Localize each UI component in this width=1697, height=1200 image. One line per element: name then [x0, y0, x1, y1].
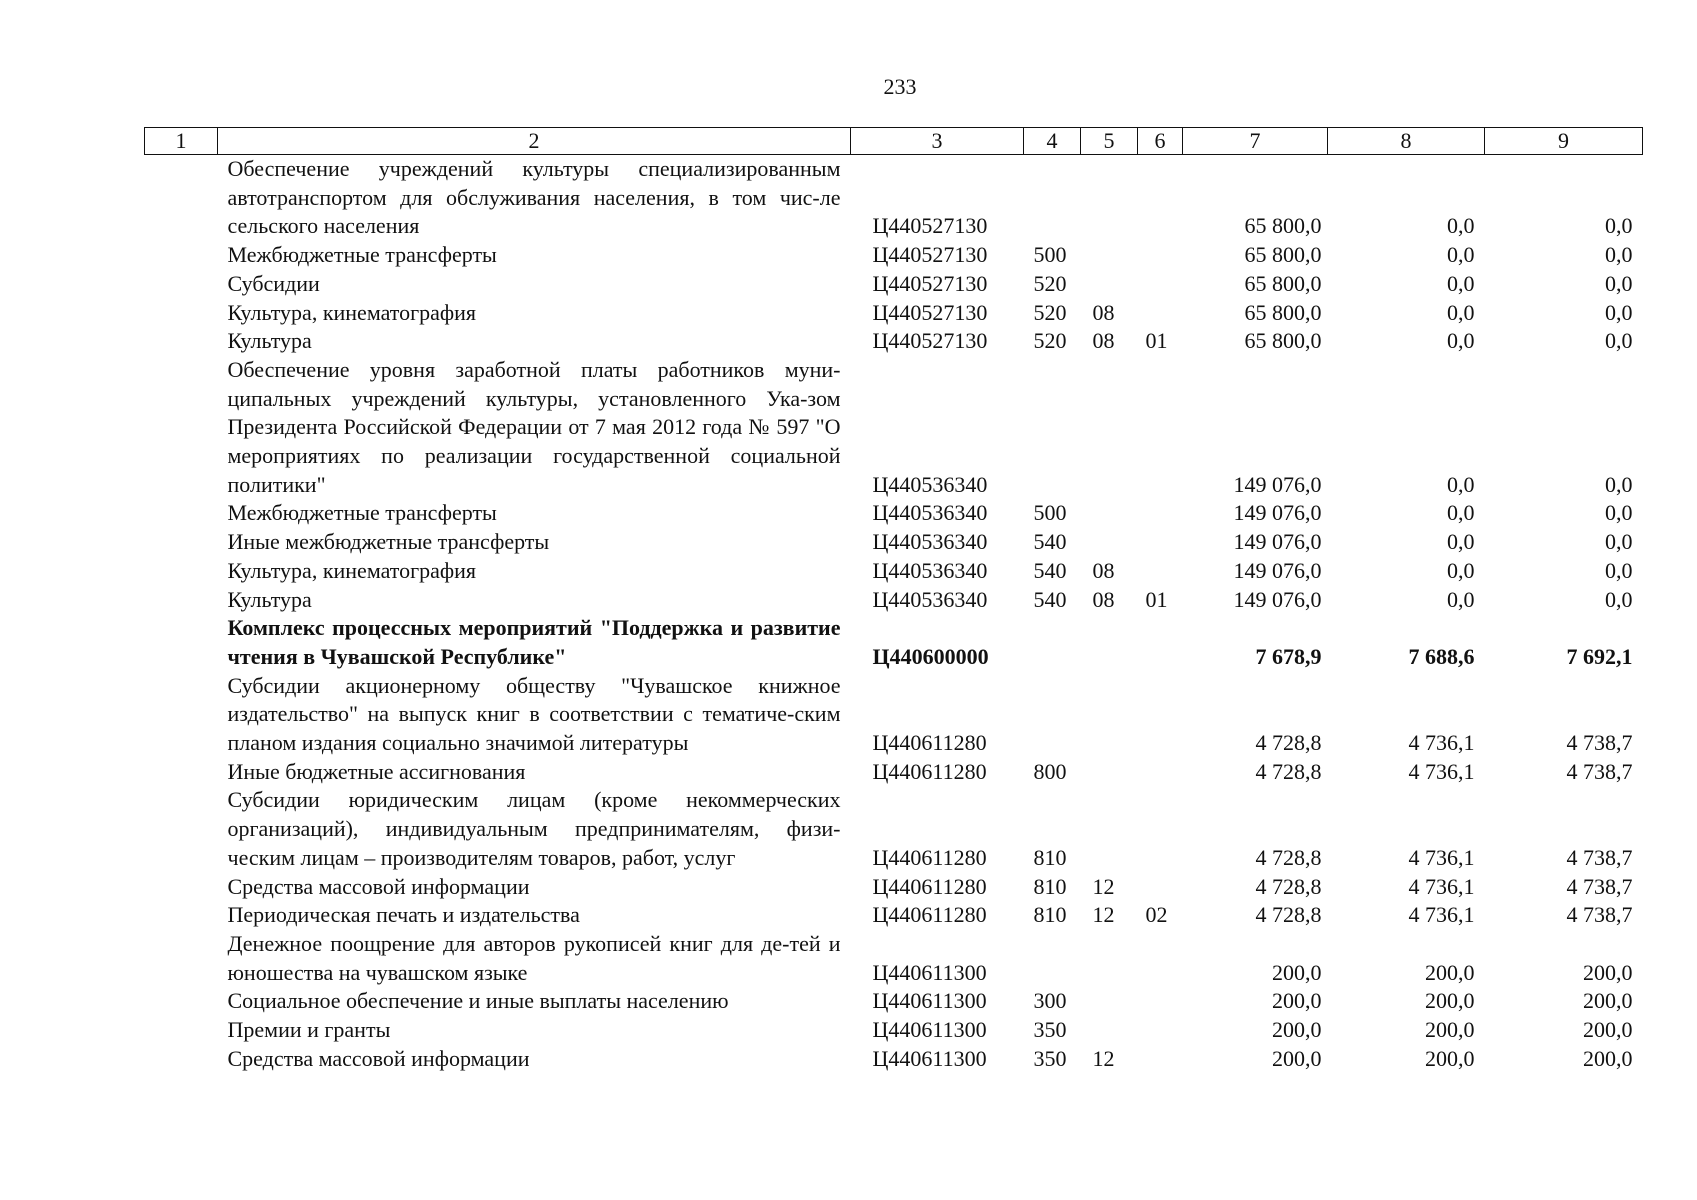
cell-expense-group: 520 — [1033, 328, 1067, 354]
cell-amount-col-8: 0,0 — [1447, 328, 1475, 354]
cell-section: 08 — [1092, 557, 1115, 583]
cell-section: 12 — [1092, 1045, 1115, 1071]
cell-subsection — [1138, 270, 1183, 299]
header-col-8: 8 — [1328, 128, 1485, 155]
table-row — [145, 241, 1643, 270]
cell-col-1 — [145, 672, 218, 758]
cell-subsection: 02 — [1145, 902, 1168, 928]
header-col-4: 4 — [1024, 128, 1081, 155]
cell-amount-col-8: 200,0 — [1425, 959, 1475, 985]
cell-description: Иные бюджетные ассигнования — [227, 758, 526, 784]
cell-target-code: Ц440611300 — [872, 1045, 987, 1071]
header-col-1: 1 — [145, 128, 218, 155]
cell-target-code: Ц440536340 — [872, 529, 988, 555]
cell-amount-col-7: 4 728,8 — [1255, 902, 1322, 928]
cell-amount-col-9: 0,0 — [1605, 557, 1633, 583]
cell-amount-col-8: 4 736,1 — [1408, 730, 1475, 756]
table-row — [145, 557, 1643, 586]
cell-section: 12 — [1092, 873, 1115, 899]
cell-col-1 — [145, 786, 218, 872]
table-row — [145, 901, 1643, 930]
cell-subsection — [1138, 356, 1183, 500]
cell-amount-col-9: 4 738,7 — [1566, 758, 1633, 784]
cell-section — [1081, 786, 1138, 872]
cell-subsection — [1138, 499, 1183, 528]
cell-target-code: Ц440611280 — [872, 873, 987, 899]
cell-amount-col-9: 0,0 — [1605, 529, 1633, 555]
page-number: 233 — [883, 74, 917, 99]
header-row — [145, 128, 1643, 155]
cell-target-code: Ц440611300 — [872, 1017, 987, 1043]
cell-section — [1081, 930, 1138, 987]
cell-target-code: Ц440536340 — [872, 557, 988, 583]
cell-description: Межбюджетные трансферты — [227, 500, 497, 526]
cell-expense-group: 520 — [1033, 270, 1067, 296]
cell-col-1 — [145, 1045, 218, 1074]
cell-col-1 — [145, 987, 218, 1016]
cell-subsection — [1138, 241, 1183, 270]
table-row — [145, 672, 1643, 758]
cell-amount-col-8: 200,0 — [1425, 988, 1475, 1014]
cell-target-code: Ц440536340 — [872, 586, 988, 612]
cell-amount-col-7: 149 076,0 — [1233, 586, 1322, 612]
cell-amount-col-7: 65 800,0 — [1244, 213, 1322, 239]
table-row — [145, 614, 1643, 671]
cell-expense-group: 500 — [1033, 242, 1067, 268]
cell-amount-col-8: 0,0 — [1447, 500, 1475, 526]
cell-expense-group: 540 — [1033, 586, 1067, 612]
cell-target-code: Ц440611280 — [872, 902, 987, 928]
header-col-6: 6 — [1138, 128, 1183, 155]
cell-amount-col-7: 65 800,0 — [1244, 328, 1322, 354]
cell-amount-col-9: 4 738,7 — [1566, 844, 1633, 870]
cell-col-1 — [145, 614, 218, 671]
table-row — [145, 356, 1643, 500]
cell-subsection — [1138, 930, 1183, 987]
table-row — [145, 758, 1643, 787]
cell-amount-col-8: 0,0 — [1447, 213, 1475, 239]
cell-section: 08 — [1092, 299, 1115, 325]
cell-amount-col-7: 149 076,0 — [1233, 557, 1322, 583]
cell-description: Денежное поощрение для авторов рукописей книг для де-тей и юношества на чувашском языке — [227, 930, 841, 985]
cell-amount-col-9: 200,0 — [1583, 1017, 1633, 1043]
cell-section — [1081, 241, 1138, 270]
cell-target-code: Ц440600000 — [872, 643, 989, 669]
cell-section: 08 — [1092, 586, 1115, 612]
cell-subsection: 01 — [1145, 586, 1168, 612]
cell-col-1 — [145, 356, 218, 500]
cell-description: Культура — [227, 586, 312, 612]
cell-amount-col-8: 7 688,6 — [1408, 643, 1475, 669]
cell-amount-col-9: 0,0 — [1605, 270, 1633, 296]
cell-expense-group — [1024, 930, 1081, 987]
header-col-5: 5 — [1081, 128, 1138, 155]
cell-amount-col-9: 0,0 — [1605, 299, 1633, 325]
cell-target-code: Ц440611300 — [872, 959, 987, 985]
cell-expense-group: 350 — [1033, 1045, 1067, 1071]
cell-amount-col-8: 0,0 — [1447, 586, 1475, 612]
cell-amount-col-8: 0,0 — [1447, 557, 1475, 583]
table-header — [145, 128, 1643, 155]
cell-subsection — [1138, 873, 1183, 902]
cell-col-1 — [145, 930, 218, 987]
cell-col-1 — [145, 528, 218, 557]
cell-subsection — [1138, 758, 1183, 787]
cell-section: 12 — [1092, 902, 1115, 928]
cell-subsection — [1138, 299, 1183, 328]
cell-amount-col-8: 4 736,1 — [1408, 758, 1475, 784]
cell-target-code: Ц440527130 — [872, 270, 988, 296]
cell-amount-col-9: 0,0 — [1605, 471, 1633, 497]
budget-table — [144, 127, 1643, 1074]
cell-col-1 — [145, 557, 218, 586]
cell-amount-col-9: 0,0 — [1605, 213, 1633, 239]
cell-subsection — [1138, 786, 1183, 872]
cell-description: Культура, кинематография — [227, 557, 477, 583]
cell-amount-col-7: 65 800,0 — [1244, 299, 1322, 325]
cell-col-1 — [145, 327, 218, 356]
cell-amount-col-7: 7 678,9 — [1255, 643, 1322, 669]
cell-amount-col-8: 0,0 — [1447, 471, 1475, 497]
cell-expense-group: 350 — [1033, 1017, 1067, 1043]
table-row — [145, 987, 1643, 1016]
cell-description: Культура, кинематография — [227, 299, 477, 325]
cell-amount-col-7: 4 728,8 — [1255, 758, 1322, 784]
cell-subsection — [1138, 672, 1183, 758]
cell-target-code: Ц440527130 — [872, 242, 988, 268]
cell-description: Субсидии акционерному обществу "Чувашское книжное издательство" на выпуск книг в соответствии с тематиче-ским планом издания социально значимой литературы — [227, 672, 841, 756]
cell-amount-col-8: 0,0 — [1447, 529, 1475, 555]
cell-amount-col-9: 0,0 — [1605, 328, 1633, 354]
cell-amount-col-8: 4 736,1 — [1408, 873, 1475, 899]
cell-col-1 — [145, 155, 218, 242]
cell-amount-col-9: 0,0 — [1605, 500, 1633, 526]
cell-section — [1081, 987, 1138, 1016]
cell-amount-col-7: 149 076,0 — [1233, 500, 1322, 526]
cell-target-code: Ц440536340 — [872, 500, 988, 526]
cell-section — [1081, 614, 1138, 671]
table-row — [145, 299, 1643, 328]
cell-description: Субсидии юридическим лицам (кроме некоммерческих организаций), индивидуальным предпринимателям, физи-ческим лицам – производителям товаров, работ, услуг — [227, 787, 841, 870]
cell-description: Средства массовой информации — [227, 1045, 530, 1071]
cell-expense-group: 810 — [1033, 873, 1067, 899]
cell-amount-col-7: 200,0 — [1272, 988, 1322, 1014]
cell-expense-group: 300 — [1033, 988, 1067, 1014]
cell-col-1 — [145, 299, 218, 328]
cell-amount-col-7: 4 728,8 — [1255, 844, 1322, 870]
cell-description: Средства массовой информации — [227, 873, 530, 899]
table-row — [145, 499, 1643, 528]
cell-expense-group — [1024, 356, 1081, 500]
cell-amount-col-7: 149 076,0 — [1233, 471, 1322, 497]
cell-description: Социальное обеспечение и иные выплаты населению — [227, 988, 729, 1014]
cell-subsection: 01 — [1145, 328, 1168, 354]
cell-amount-col-9: 4 738,7 — [1566, 730, 1633, 756]
cell-target-code: Ц440527130 — [872, 328, 988, 354]
table-row — [145, 528, 1643, 557]
cell-target-code: Ц440611280 — [872, 730, 987, 756]
cell-description: Периодическая печать и издательства — [227, 902, 580, 928]
cell-amount-col-9: 200,0 — [1583, 959, 1633, 985]
cell-amount-col-7: 200,0 — [1272, 1017, 1322, 1043]
cell-amount-col-8: 200,0 — [1425, 1045, 1475, 1071]
cell-description: Премии и гранты — [227, 1017, 391, 1043]
cell-expense-group — [1024, 672, 1081, 758]
cell-amount-col-9: 4 738,7 — [1566, 873, 1633, 899]
cell-target-code: Ц440611280 — [872, 844, 987, 870]
cell-amount-col-7: 200,0 — [1272, 959, 1322, 985]
cell-section — [1081, 499, 1138, 528]
cell-col-1 — [145, 873, 218, 902]
cell-target-code: Ц440611280 — [872, 758, 987, 784]
cell-target-code: Ц440527130 — [872, 299, 988, 325]
cell-amount-col-9: 0,0 — [1605, 586, 1633, 612]
cell-amount-col-9: 200,0 — [1583, 988, 1633, 1014]
header-col-3: 3 — [851, 128, 1024, 155]
cell-amount-col-8: 0,0 — [1447, 270, 1475, 296]
cell-expense-group — [1024, 155, 1081, 242]
cell-description: Иные межбюджетные трансферты — [227, 529, 550, 555]
table-row — [145, 155, 1643, 242]
cell-description: Субсидии — [227, 270, 320, 296]
cell-subsection — [1138, 557, 1183, 586]
cell-description: Межбюджетные трансферты — [227, 242, 497, 268]
cell-description: Комплекс процессных мероприятий "Поддержка и развитие чтения в Чувашской Республике" — [227, 615, 841, 669]
cell-section: 08 — [1092, 328, 1115, 354]
cell-description: Культура — [227, 328, 312, 354]
cell-section — [1081, 356, 1138, 500]
cell-col-1 — [145, 241, 218, 270]
cell-expense-group — [1024, 614, 1081, 671]
cell-expense-group: 810 — [1033, 902, 1067, 928]
cell-amount-col-9: 200,0 — [1583, 1045, 1633, 1071]
cell-section — [1081, 528, 1138, 557]
table-row — [145, 1016, 1643, 1045]
cell-col-1 — [145, 901, 218, 930]
cell-expense-group: 540 — [1033, 557, 1067, 583]
cell-col-1 — [145, 499, 218, 528]
cell-amount-col-7: 4 728,8 — [1255, 873, 1322, 899]
cell-amount-col-8: 0,0 — [1447, 299, 1475, 325]
cell-target-code: Ц440611300 — [872, 988, 987, 1014]
header-col-2: 2 — [218, 128, 851, 155]
cell-amount-col-7: 200,0 — [1272, 1045, 1322, 1071]
table-row — [145, 873, 1643, 902]
table-row — [145, 1045, 1643, 1074]
cell-amount-col-8: 4 736,1 — [1408, 902, 1475, 928]
cell-amount-col-8: 4 736,1 — [1408, 844, 1475, 870]
cell-section — [1081, 672, 1138, 758]
header-col-9: 9 — [1485, 128, 1643, 155]
cell-description: Обеспечение уровня заработной платы работников муни-ципальных учреждений культуры, установленного Ука-зом Президента Российской Федерации от 7 мая 2012 года № 597 "О мероприятиях по реализации государственной социальной политики" — [227, 356, 841, 497]
cell-col-1 — [145, 1016, 218, 1045]
table-row — [145, 586, 1643, 615]
cell-section — [1081, 1016, 1138, 1045]
cell-description: Обеспечение учреждений культуры специализированным автотранспортом для обслуживания населения, в том чис-ле сельского населения — [227, 156, 841, 239]
cell-section — [1081, 758, 1138, 787]
cell-subsection — [1138, 1016, 1183, 1045]
cell-subsection — [1138, 528, 1183, 557]
cell-amount-col-7: 65 800,0 — [1244, 242, 1322, 268]
cell-col-1 — [145, 758, 218, 787]
cell-expense-group: 800 — [1033, 758, 1067, 784]
cell-amount-col-9: 4 738,7 — [1566, 902, 1633, 928]
cell-subsection — [1138, 987, 1183, 1016]
table-row — [145, 786, 1643, 872]
table-row — [145, 327, 1643, 356]
table-row — [145, 270, 1643, 299]
cell-amount-col-7: 65 800,0 — [1244, 270, 1322, 296]
cell-subsection — [1138, 155, 1183, 242]
cell-section — [1081, 270, 1138, 299]
cell-amount-col-9: 7 692,1 — [1566, 643, 1633, 669]
table-body — [145, 155, 1643, 1074]
cell-amount-col-7: 4 728,8 — [1255, 730, 1322, 756]
header-col-7: 7 — [1183, 128, 1328, 155]
cell-expense-group: 500 — [1033, 500, 1067, 526]
cell-expense-group: 520 — [1033, 299, 1067, 325]
cell-col-1 — [145, 270, 218, 299]
cell-expense-group: 540 — [1033, 529, 1067, 555]
cell-col-1 — [145, 586, 218, 615]
cell-expense-group: 810 — [1033, 844, 1067, 870]
cell-section — [1081, 155, 1138, 242]
cell-target-code: Ц440527130 — [872, 213, 988, 239]
cell-subsection — [1138, 614, 1183, 671]
cell-subsection — [1138, 1045, 1183, 1074]
table-row — [145, 930, 1643, 987]
cell-target-code: Ц440536340 — [872, 471, 988, 497]
cell-amount-col-8: 0,0 — [1447, 242, 1475, 268]
cell-amount-col-8: 200,0 — [1425, 1017, 1475, 1043]
cell-amount-col-7: 149 076,0 — [1233, 529, 1322, 555]
cell-amount-col-9: 0,0 — [1605, 242, 1633, 268]
